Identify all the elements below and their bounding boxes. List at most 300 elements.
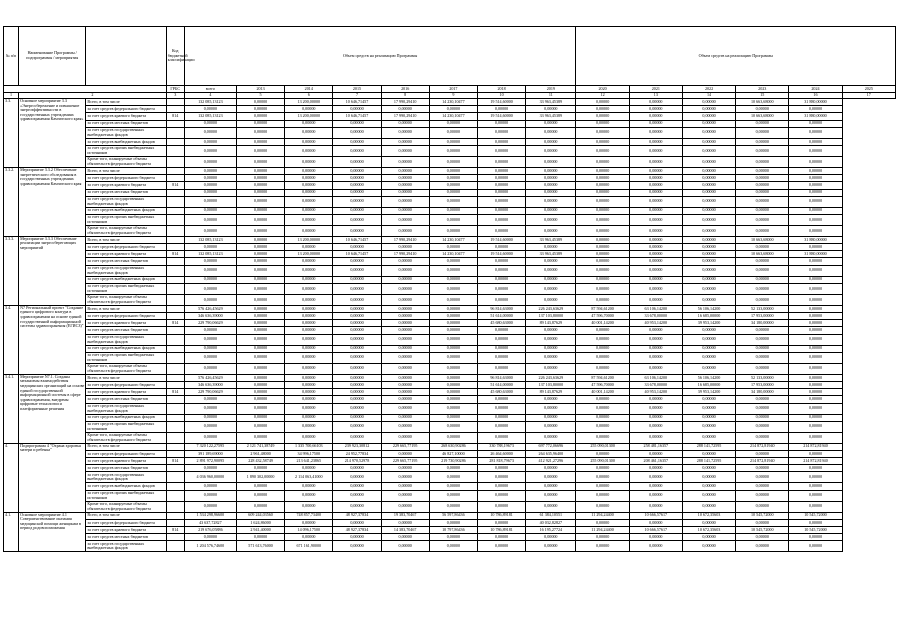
amount-cell: 0,00000 [789, 501, 842, 512]
amount-cell: 0,00000 [576, 534, 629, 541]
amount-cell: 0,00000 [789, 276, 842, 283]
amount-cell: 0,00000 [526, 167, 576, 174]
amount-cell: 0,00000 [526, 258, 576, 265]
amount-cell: 0,00000 [429, 374, 477, 381]
amount-cell: 0,00000 [333, 276, 381, 283]
amount-cell: 0,00000 [429, 106, 477, 113]
amount-cell: 0,00000 [477, 156, 525, 167]
amount-cell: 0,00000 [682, 283, 735, 294]
amount-cell: 0,00000 [526, 156, 576, 167]
amount-cell: 0,00000 [429, 541, 477, 552]
amount-cell: 391 189,69000 [184, 450, 236, 457]
amount-cell: 0,00000 [526, 214, 576, 225]
amount-cell: 0,00000 [381, 196, 429, 207]
amount-cell: 31 880,00000 [789, 99, 842, 106]
amount-cell: 0,00000 [333, 167, 381, 174]
amount-cell: 51 614,00000 [477, 381, 525, 388]
amount-cell: 0,00000 [285, 519, 333, 526]
year-header: 2025 [842, 86, 895, 93]
amount-cell: 0,00000 [526, 265, 576, 276]
amount-cell: 208 461,16357 [629, 458, 682, 465]
amount-cell: 0,00000 [477, 207, 525, 214]
amount-cell: 0,00000 [682, 334, 735, 345]
amount-cell: 0,00000 [736, 175, 789, 182]
amount-cell: 46 827,10000 [429, 450, 477, 457]
amount-cell: 2 941,40000 [236, 527, 284, 534]
amount-cell: 61 384,10551 [526, 512, 576, 519]
amount-cell: 0,00000 [477, 483, 525, 490]
funding-source: за счет средств внебюджетных фондов [86, 345, 166, 352]
amount-cell: 0,00000 [576, 236, 629, 243]
funding-source: за счет средств прочих внебюджетных источников [86, 421, 166, 432]
table-row [4, 313, 896, 320]
amount-cell: 0,00000 [477, 106, 525, 113]
amount-cell: 0,00000 [576, 465, 629, 472]
amount-cell: 0,00000 [477, 472, 525, 483]
grbs-code [166, 541, 184, 552]
amount-cell: 0,00000 [333, 389, 381, 396]
amount-cell: 10 672,35603 [682, 527, 735, 534]
amount-cell: 0,00000 [285, 283, 333, 294]
amount-cell: 0,00000 [381, 320, 429, 327]
amount-cell: 0,00000 [236, 403, 284, 414]
grbs-code [166, 156, 184, 167]
table-row [4, 145, 896, 156]
amount-cell: 17 953,00000 [736, 381, 789, 388]
amount-cell: 0,00000 [526, 276, 576, 283]
funding-source: за счет средств государственных внебюджетных фондов [86, 334, 166, 345]
amount-cell: 0,00000 [333, 541, 381, 552]
amount-cell: 0,00000 [629, 99, 682, 106]
column-number: 1 [4, 93, 19, 99]
amount-cell: 0,00000 [629, 156, 682, 167]
amount-cell: 0,00000 [429, 432, 477, 443]
amount-cell: 219 730,90286 [429, 458, 477, 465]
amount-cell: 0,00000 [429, 294, 477, 305]
amount-cell: 0,00000 [477, 465, 525, 472]
amount-cell: 0,00000 [236, 189, 284, 196]
amount-cell: 0,00000 [236, 490, 284, 501]
amount-cell: 0,00000 [682, 534, 735, 541]
amount-cell: 0,00000 [629, 236, 682, 243]
amount-cell: 0,00000 [682, 265, 735, 276]
grbs-code [166, 207, 184, 214]
funding-source: за счет средств краевого бюджета [86, 389, 166, 396]
amount-cell: 229 665,77195 [381, 458, 429, 465]
amount-cell: 0,00000 [526, 283, 576, 294]
funding-source: за счет средств федерального бюджета [86, 381, 166, 388]
amount-cell: 288 141,72595 [682, 443, 735, 450]
amount-cell: 89 143,87629 [526, 320, 576, 327]
amount-cell: 0,00000 [429, 189, 477, 196]
funding-source: за счет средств краевого бюджета [86, 182, 166, 189]
column-number: 9 [429, 93, 477, 99]
amount-cell: 7 320 122,27595 [184, 443, 236, 450]
amount-cell: 0,00000 [429, 363, 477, 374]
amount-cell: 51 614,00000 [477, 313, 525, 320]
amount-cell: 0,00000 [736, 472, 789, 483]
amount-cell: 0,00000 [285, 138, 333, 145]
amount-cell: 264 635,96400 [526, 450, 576, 457]
amount-cell: 0,00000 [333, 519, 381, 526]
amount-cell: 0,00000 [682, 490, 735, 501]
amount-cell: 10 797,86436 [429, 527, 477, 534]
amount-cell: 0,00000 [629, 167, 682, 174]
amount-cell: 0,00000 [381, 381, 429, 388]
amount-cell: 0,00000 [236, 320, 284, 327]
amount-cell: 0,00000 [381, 334, 429, 345]
amount-cell: 0,00000 [184, 501, 236, 512]
funding-source: Кроме того, планируемые объемы обязательств федерального бюджета [86, 501, 166, 512]
amount-cell: 0,00000 [429, 501, 477, 512]
amount-cell: 0,00000 [381, 182, 429, 189]
amount-cell: 576 426,45629 [184, 305, 236, 312]
amount-cell: 0,00000 [236, 113, 284, 120]
amount-cell: 0,00000 [429, 352, 477, 363]
amount-cell: 10 545,72000 [789, 512, 842, 519]
amount-cell: 0,00000 [381, 244, 429, 251]
amount-cell: 0,00000 [736, 363, 789, 374]
amount-cell: 571 613,76000 [236, 541, 284, 552]
amount-cell: 0,00000 [184, 156, 236, 167]
funding-source: Всего, в том числе [86, 512, 166, 519]
amount-cell: 0,00000 [236, 127, 284, 138]
amount-cell: 48 927,37834 [333, 527, 381, 534]
amount-cell: 0,00000 [285, 265, 333, 276]
column-number: 3 [166, 93, 184, 99]
amount-cell: 0,00000 [477, 432, 525, 443]
amount-cell: 0,00000 [429, 334, 477, 345]
grbs-code [166, 534, 184, 541]
amount-cell: 0,00000 [236, 207, 284, 214]
amount-cell: 0,00000 [285, 196, 333, 207]
amount-cell: 0,00000 [789, 519, 842, 526]
table-row [4, 381, 896, 388]
amount-cell: 0,00000 [429, 305, 477, 312]
grbs-code [166, 305, 184, 312]
amount-cell: 63 106,14200 [629, 305, 682, 312]
amount-cell: 0,00000 [429, 414, 477, 421]
amount-cell: 0,00000 [381, 175, 429, 182]
funding-source: за счет средств внебюджетных фондов [86, 414, 166, 421]
header-grbs: ГРБС [166, 86, 184, 93]
amount-cell: 0,00000 [477, 138, 525, 145]
amount-cell: 0,00000 [526, 145, 576, 156]
amount-cell: 0,00000 [429, 244, 477, 251]
amount-cell: 0,00000 [333, 345, 381, 352]
amount-cell: 0,00000 [429, 182, 477, 189]
amount-cell: 0,00000 [789, 389, 842, 396]
amount-cell: 255 090,01300 [576, 443, 629, 450]
amount-cell: 0,00000 [477, 490, 525, 501]
amount-cell: 0,00000 [789, 327, 842, 334]
amount-cell: 0,00000 [682, 225, 735, 236]
amount-cell: 0,00000 [576, 345, 629, 352]
table-row [4, 519, 896, 526]
amount-cell: 0,00000 [789, 381, 842, 388]
funding-source: за счет средств внебюджетных фондов [86, 207, 166, 214]
amount-cell: 0,00000 [477, 534, 525, 541]
amount-cell: 10 786,89181 [477, 527, 525, 534]
header-name: Наименование Программы / подпрограммы / мероприятия [19, 27, 86, 86]
amount-cell: 0,00000 [184, 414, 236, 421]
amount-cell: 0,00000 [285, 396, 333, 403]
amount-cell: 0,00000 [333, 145, 381, 156]
amount-cell: 0,00000 [381, 207, 429, 214]
amount-cell: 45 680,63000 [477, 320, 525, 327]
amount-cell: 0,00000 [381, 294, 429, 305]
row-number: 3.3.2. [4, 167, 19, 236]
amount-cell: 0,00000 [576, 244, 629, 251]
amount-cell: 346 636,39000 [184, 381, 236, 388]
amount-cell: 0,00000 [736, 189, 789, 196]
amount-cell: 0,00000 [236, 156, 284, 167]
amount-cell: 17 990,29410 [381, 99, 429, 106]
budget-table-page [3, 26, 896, 552]
table-row [4, 327, 896, 334]
grbs-code [166, 396, 184, 403]
amount-cell: 0,00000 [736, 334, 789, 345]
amount-cell: 10 545,72000 [736, 527, 789, 534]
amount-cell: 0,00000 [184, 294, 236, 305]
amount-cell: 0,00000 [184, 465, 236, 472]
amount-cell: 0,00000 [682, 175, 735, 182]
column-number: 7 [333, 93, 381, 99]
header-plan-2: Объем средств на реализацию Программы [576, 27, 896, 86]
table-row [4, 534, 896, 541]
amount-cell: 17 990,29410 [381, 236, 429, 243]
amount-cell: 0,00000 [629, 214, 682, 225]
amount-cell: 24 952,77834 [333, 450, 381, 457]
amount-cell: 0,00000 [789, 283, 842, 294]
amount-cell: 40 953,14200 [629, 320, 682, 327]
measure-name: Мероприятие 3.3.3 Обеспечение реализации энергосберегающих мероприятий [19, 236, 86, 305]
amount-cell: 0,00000 [629, 534, 682, 541]
amount-cell: 0,00000 [629, 432, 682, 443]
amount-cell: 0,00000 [236, 414, 284, 421]
amount-cell: 0,00000 [184, 432, 236, 443]
amount-cell: 0,00000 [285, 294, 333, 305]
amount-cell: 0,00000 [576, 156, 629, 167]
amount-cell: 0,00000 [477, 214, 525, 225]
amount-cell: 0,00000 [789, 138, 842, 145]
header-row [4, 27, 896, 86]
funding-source: Всего, в том числе [86, 374, 166, 381]
amount-cell: 0,00000 [381, 519, 429, 526]
grbs-code [166, 120, 184, 127]
amount-cell: 0,00000 [285, 414, 333, 421]
amount-cell: 0,00000 [682, 196, 735, 207]
amount-cell: 0,00000 [477, 225, 525, 236]
amount-cell: 0,00000 [285, 320, 333, 327]
amount-cell: 0,00000 [333, 244, 381, 251]
amount-cell: 0,00000 [576, 214, 629, 225]
amount-cell: 17 990,29410 [381, 251, 429, 258]
amount-cell: 0,00000 [526, 501, 576, 512]
amount-cell: 0,00000 [629, 345, 682, 352]
amount-cell: 0,00000 [429, 283, 477, 294]
amount-cell: 0,00000 [526, 207, 576, 214]
grbs-code: 814 [166, 251, 184, 258]
amount-cell: 45 680,63000 [477, 389, 525, 396]
amount-cell: 0,00000 [236, 389, 284, 396]
amount-cell: 0,00000 [629, 327, 682, 334]
funding-source: за счет средств государственных внебюджетных фондов [86, 265, 166, 276]
amount-cell: 0,00000 [333, 207, 381, 214]
amount-cell: 0,00000 [285, 490, 333, 501]
amount-cell: 0,00000 [682, 251, 735, 258]
amount-cell: 0,00000 [381, 327, 429, 334]
table-row [4, 352, 896, 363]
amount-cell: 0,00000 [682, 276, 735, 283]
year-header: 2018 [477, 86, 525, 93]
amount-cell: 0,00000 [477, 294, 525, 305]
amount-cell: 0,00000 [333, 490, 381, 501]
amount-cell: 0,00000 [429, 276, 477, 283]
amount-cell: 10 663,68000 [736, 113, 789, 120]
amount-cell: 0,00000 [682, 214, 735, 225]
amount-cell: 0,00000 [629, 138, 682, 145]
amount-cell: 132 085,13123 [184, 236, 236, 243]
funding-source: за счет средств местных бюджетов [86, 258, 166, 265]
grbs-code [166, 465, 184, 472]
table-row [4, 458, 896, 465]
amount-cell: 11 294,24400 [576, 527, 629, 534]
amount-cell: 0,00000 [789, 472, 842, 483]
amount-cell: 0,00000 [381, 352, 429, 363]
amount-cell: 137 103,80000 [526, 381, 576, 388]
amount-cell: 0,00000 [526, 225, 576, 236]
amount-cell: 0,00000 [682, 541, 735, 552]
amount-cell: 0,00000 [429, 265, 477, 276]
amount-cell: 33 678,00000 [629, 381, 682, 388]
amount-cell: 0,00000 [526, 472, 576, 483]
amount-cell: 0,00000 [429, 421, 477, 432]
amount-cell: 0,00000 [184, 345, 236, 352]
table-body [4, 99, 896, 552]
table-row [4, 389, 896, 396]
amount-cell: 14 230,10477 [429, 236, 477, 243]
amount-cell: 0,00000 [184, 258, 236, 265]
amount-cell: 0,00000 [184, 207, 236, 214]
amount-cell: 0,00000 [629, 483, 682, 490]
amount-cell: 214 970,52978 [333, 458, 381, 465]
amount-cell: 609 244,03560 [236, 512, 284, 519]
funding-source: за счет средств федерального бюджета [86, 106, 166, 113]
table-row [4, 465, 896, 472]
year-header: 2021 [629, 86, 682, 93]
amount-cell: 39 953,14200 [682, 320, 735, 327]
amount-cell: 0,00000 [789, 182, 842, 189]
amount-cell: 0,00000 [682, 432, 735, 443]
amount-cell: 1 534 298,96600 [184, 512, 236, 519]
amount-cell: 0,00000 [429, 483, 477, 490]
amount-cell: 0,00000 [429, 225, 477, 236]
amount-cell: 0,00000 [381, 120, 429, 127]
amount-cell: 0,00000 [682, 106, 735, 113]
amount-cell: 0,00000 [576, 225, 629, 236]
amount-cell: 0,00000 [236, 265, 284, 276]
amount-cell: 40 032,82827 [526, 519, 576, 526]
grbs-code: 814 [166, 458, 184, 465]
amount-cell: 0,00000 [285, 465, 333, 472]
amount-cell: 0,00000 [789, 175, 842, 182]
amount-cell: 40 001,14200 [576, 320, 629, 327]
grbs-code [166, 450, 184, 457]
amount-cell: 0,00000 [736, 327, 789, 334]
funding-source: за счет средств прочих внебюджетных источников [86, 352, 166, 363]
amount-cell: 0,00000 [682, 236, 735, 243]
grbs-code [166, 432, 184, 443]
amount-cell: 0,00000 [477, 276, 525, 283]
amount-cell: 0,00000 [789, 167, 842, 174]
amount-cell: 0,00000 [736, 483, 789, 490]
amount-cell: 0,00000 [236, 99, 284, 106]
amount-cell: 0,00000 [629, 113, 682, 120]
amount-cell: 0,00000 [333, 327, 381, 334]
amount-cell: 0,00000 [477, 541, 525, 552]
amount-cell: 0,00000 [333, 421, 381, 432]
row-number: 3.4.1. [4, 374, 19, 443]
amount-cell: 2 961,48000 [236, 450, 284, 457]
amount-cell: 0,00000 [682, 113, 735, 120]
table-row [4, 156, 896, 167]
column-number: 16 [789, 93, 842, 99]
amount-cell: 0,00000 [629, 127, 682, 138]
amount-cell: 0,00000 [236, 236, 284, 243]
amount-cell: 0,00000 [236, 145, 284, 156]
amount-cell: 0,00000 [333, 381, 381, 388]
amount-cell: 96 814,63000 [477, 374, 525, 381]
amount-cell: 0,00000 [629, 225, 682, 236]
amount-cell: 0,00000 [736, 244, 789, 251]
amount-cell: 0,00000 [789, 490, 842, 501]
amount-cell: 0,00000 [285, 225, 333, 236]
amount-cell: 26 464,60000 [477, 450, 525, 457]
amount-cell: 0,00000 [381, 501, 429, 512]
table-row [4, 113, 896, 120]
amount-cell: 0,00000 [477, 127, 525, 138]
amount-cell: 0,00000 [429, 389, 477, 396]
amount-cell: 0,00000 [429, 519, 477, 526]
amount-cell: 33 678,00000 [629, 313, 682, 320]
amount-cell: 0,00000 [333, 294, 381, 305]
amount-cell: 0,00000 [576, 113, 629, 120]
amount-cell: 0,00000 [285, 327, 333, 334]
amount-cell: 10 545,72000 [736, 512, 789, 519]
amount-cell: 0,00000 [381, 305, 429, 312]
amount-cell: 0,00000 [333, 313, 381, 320]
amount-cell: 0,00000 [285, 175, 333, 182]
amount-cell: 0,00000 [629, 334, 682, 345]
measure-name: Подпрограмма 4 "Охрана здоровья матери и ребенка" [19, 443, 86, 512]
grbs-code [166, 294, 184, 305]
column-number: 14 [682, 93, 735, 99]
amount-cell: 10 646,71457 [333, 113, 381, 120]
amount-cell: 0,00000 [285, 534, 333, 541]
amount-cell: 346 636,39000 [184, 313, 236, 320]
amount-cell: 0,00000 [184, 327, 236, 334]
amount-cell: 10 666,57617 [629, 512, 682, 519]
amount-cell: 0,00000 [236, 465, 284, 472]
amount-cell: 16 685,00000 [682, 313, 735, 320]
amount-cell: 0,00000 [285, 120, 333, 127]
amount-cell: 0,00000 [736, 265, 789, 276]
row-number: 4. [4, 443, 19, 512]
amount-cell: 0,00000 [526, 334, 576, 345]
amount-cell: 0,00000 [629, 182, 682, 189]
amount-cell: 0,00000 [477, 265, 525, 276]
